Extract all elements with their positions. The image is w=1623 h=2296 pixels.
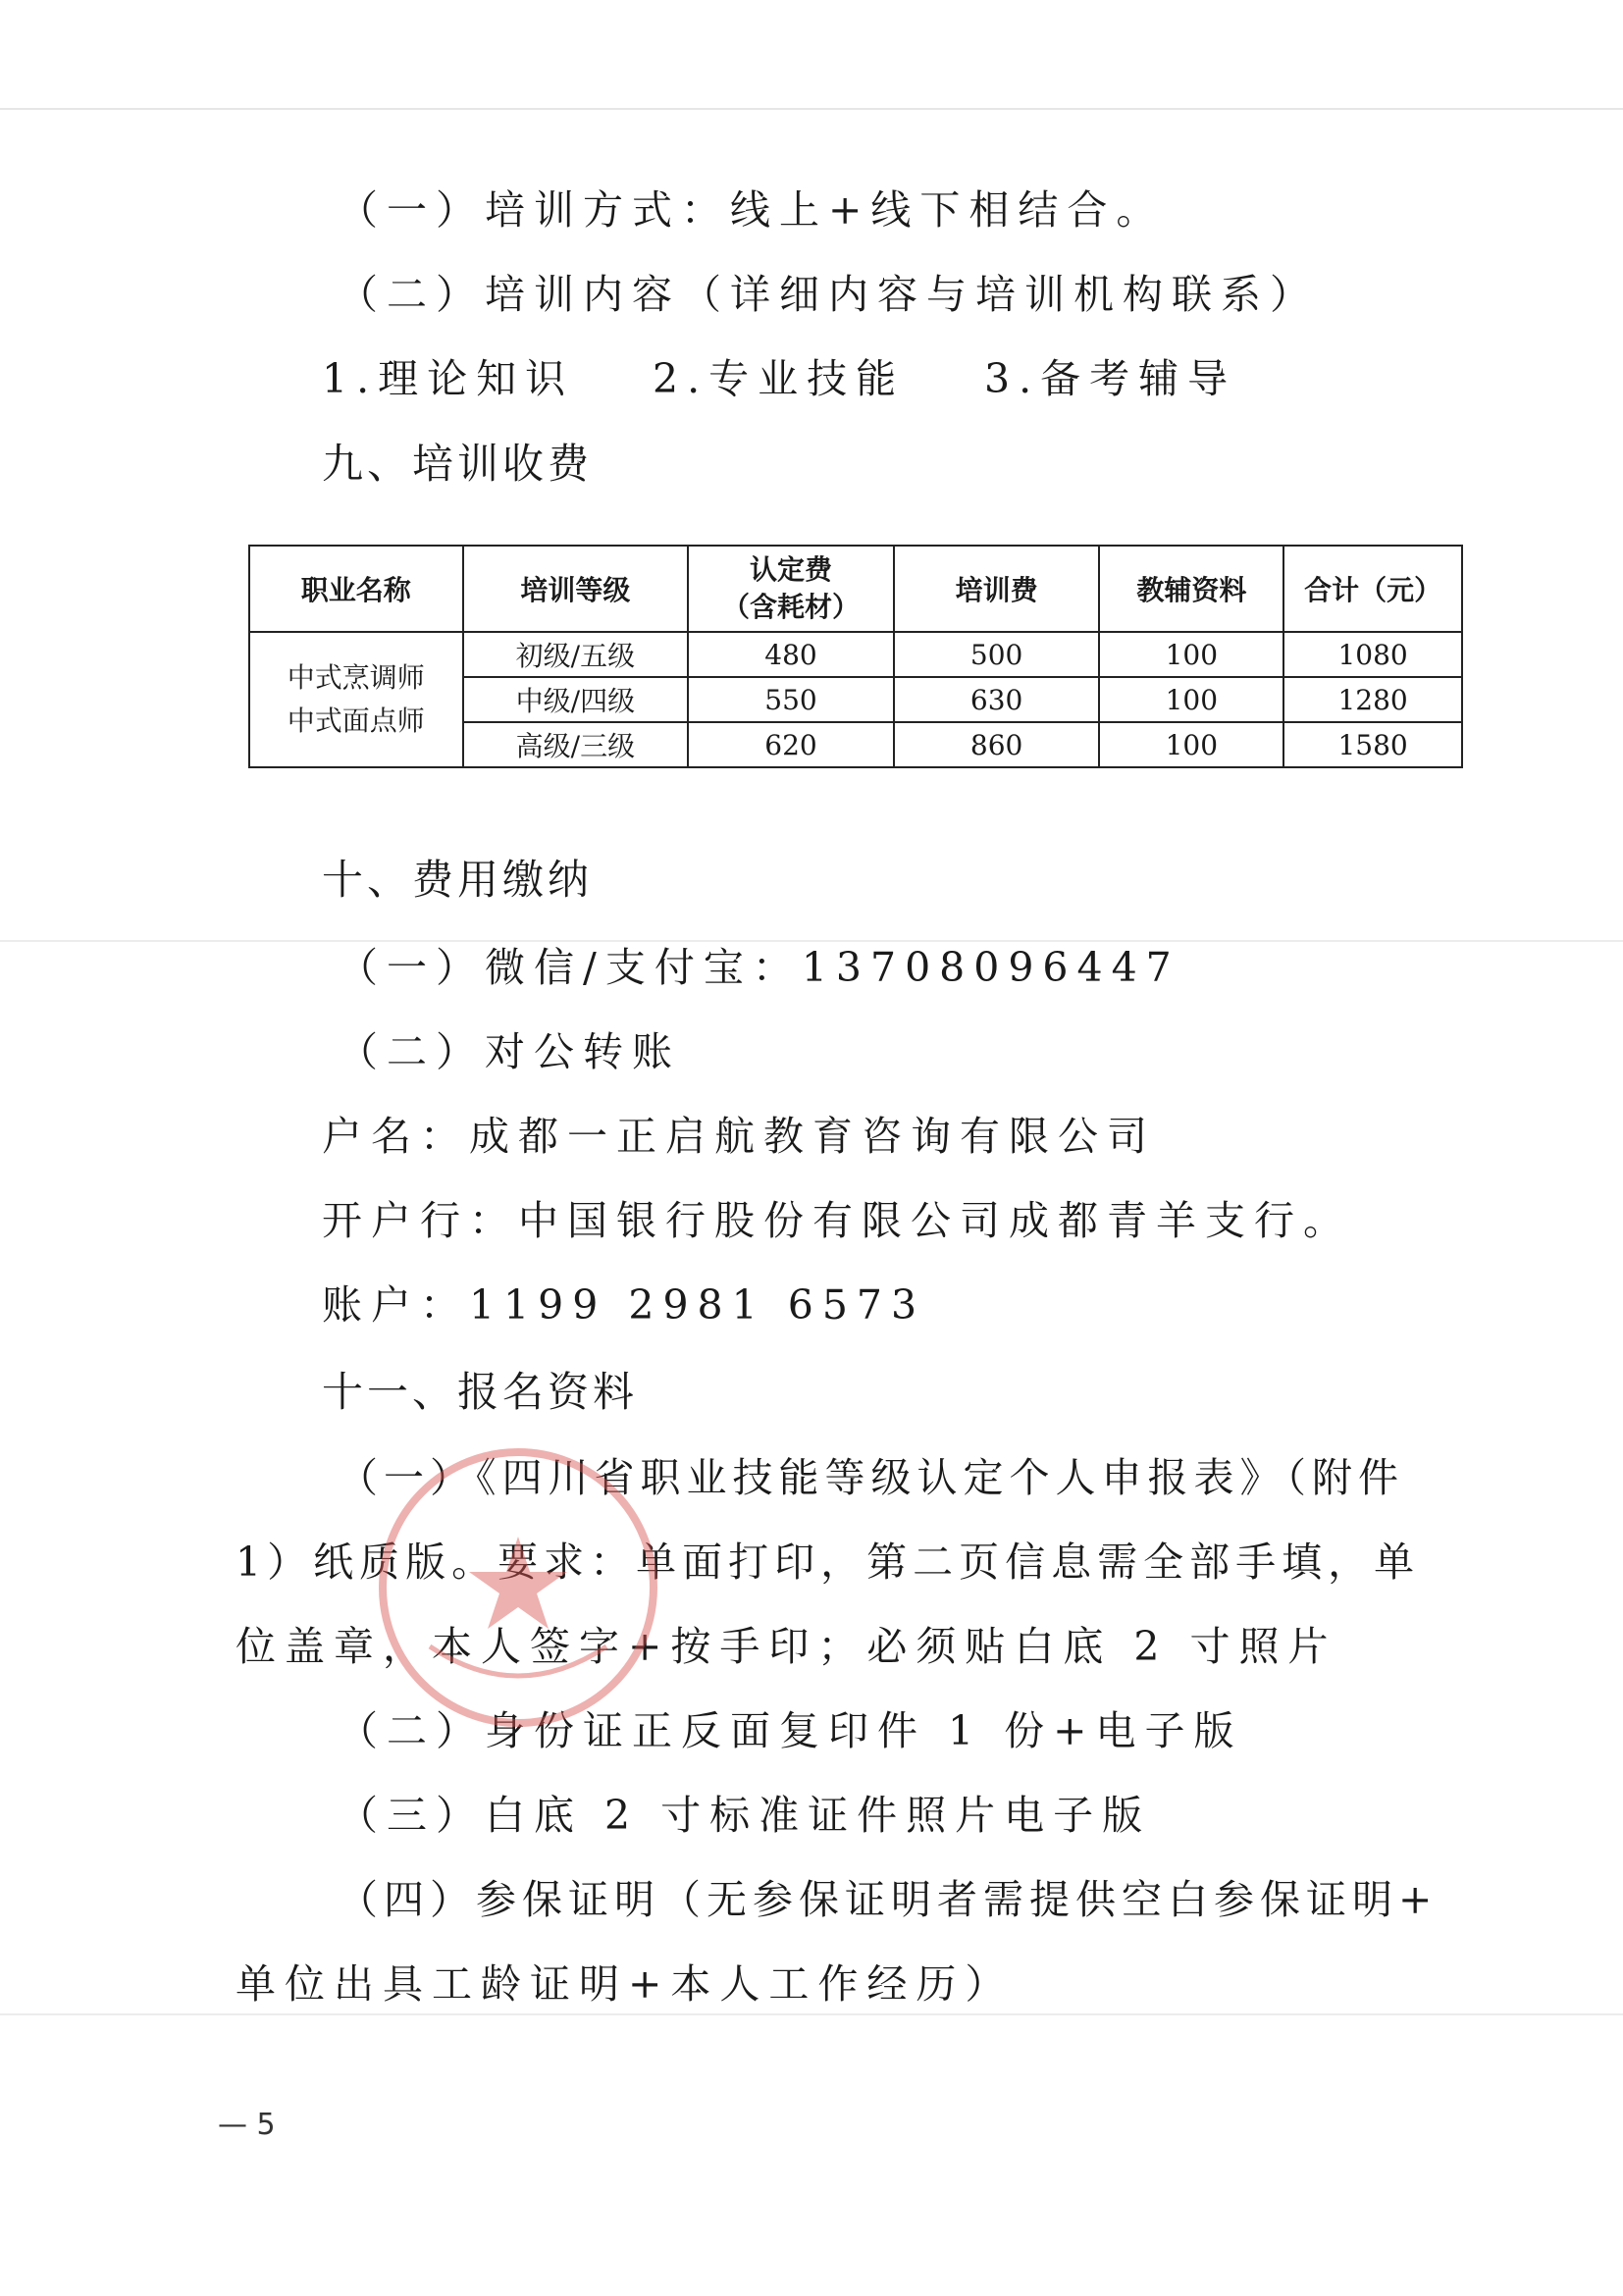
col-header-total: 合计（元） — [1283, 546, 1462, 632]
page-number: — 5 — [218, 2108, 276, 2142]
cert-fee-cell: 620 — [688, 722, 894, 767]
scan-artifact-line — [0, 108, 1623, 110]
training-content-title: （二）培训内容（详细内容与培训机构联系） — [338, 271, 1319, 318]
cert-fee-cell: 480 — [688, 632, 894, 677]
section-heading-fees: 九、培训收费 — [322, 440, 594, 488]
training-item-prep: 3.备考辅导 — [984, 355, 1237, 402]
total-cell: 1280 — [1283, 677, 1462, 722]
col-header-materials: 教辅资料 — [1099, 546, 1283, 632]
registration-item-1-cont: 位盖章，本人签字+按手印；必须贴白底 2 寸照片 — [236, 1623, 1337, 1670]
training-fee-cell: 630 — [894, 677, 1100, 722]
payment-transfer: （二）对公转账 — [338, 1028, 681, 1075]
total-cell: 1080 — [1283, 632, 1462, 677]
table-row — [249, 632, 1462, 677]
cert-fee-label: 认定费 — [749, 553, 832, 586]
scan-artifact-line — [0, 2013, 1623, 2015]
occupation-chinese-pastry: 中式面点师 — [287, 704, 425, 737]
level-cell: 中级/四级 — [463, 677, 689, 722]
payment-wechat-alipay: （一）微信/支付宝：13708096447 — [338, 944, 1180, 991]
registration-item-3: （三）白底 2 寸标准证件照片电子版 — [338, 1792, 1152, 1839]
training-fee-cell: 860 — [894, 722, 1100, 767]
materials-cell: 100 — [1099, 632, 1283, 677]
level-cell: 高级/三级 — [463, 722, 689, 767]
registration-item-2: （二）身份证正反面复印件 1 份+电子版 — [338, 1707, 1243, 1754]
fee-table — [248, 545, 1463, 768]
official-seal-stamp — [371, 1440, 665, 1735]
training-mode: （一）培训方式：线上+线下相结合。 — [338, 186, 1166, 234]
scan-artifact-line — [0, 940, 1623, 942]
training-fee-cell: 500 — [894, 632, 1100, 677]
registration-item-4: （四）参保证明（无参保证明者需提供空白参保证明+ — [338, 1876, 1439, 1923]
seal-arc — [430, 1646, 606, 1676]
col-header-occupation: 职业名称 — [249, 546, 463, 632]
col-header-training-fee: 培训费 — [894, 546, 1100, 632]
col-header-level: 培训等级 — [463, 546, 689, 632]
occupation-chinese-cook: 中式烹调师 — [287, 661, 425, 694]
occupation-cell — [249, 632, 463, 767]
materials-cell: 100 — [1099, 722, 1283, 767]
total-cell: 1580 — [1283, 722, 1462, 767]
payment-bank: 开户行：中国银行股份有限公司成都青羊支行。 — [322, 1197, 1352, 1244]
cert-fee-note: （含耗材） — [721, 591, 860, 623]
cert-fee-cell: 550 — [688, 677, 894, 722]
section-heading-payment: 十、费用缴纳 — [322, 856, 594, 904]
training-item-skills: 2.专业技能 — [653, 355, 906, 402]
col-header-cert-fee — [688, 546, 894, 632]
level-cell: 初级/五级 — [463, 632, 689, 677]
payment-account-number: 账户：1199 2981 6573 — [322, 1281, 926, 1329]
registration-item-1: （一）《四川省职业技能等级认定个人申报表》（附件 — [338, 1454, 1404, 1501]
materials-cell: 100 — [1099, 677, 1283, 722]
registration-item-1-cont: 1）纸质版。要求：单面打印，第二页信息需全部手填，单 — [236, 1539, 1421, 1586]
section-heading-registration: 十一、报名资料 — [322, 1368, 639, 1416]
fee-table-header-row — [249, 546, 1462, 632]
training-item-theory: 1.理论知识 — [322, 355, 575, 402]
seal-star — [469, 1537, 567, 1629]
registration-item-4-cont: 单位出具工龄证明+本人工作经历） — [236, 1960, 1015, 2008]
payment-account-name: 户名：成都一正启航教育咨询有限公司 — [322, 1113, 1156, 1160]
